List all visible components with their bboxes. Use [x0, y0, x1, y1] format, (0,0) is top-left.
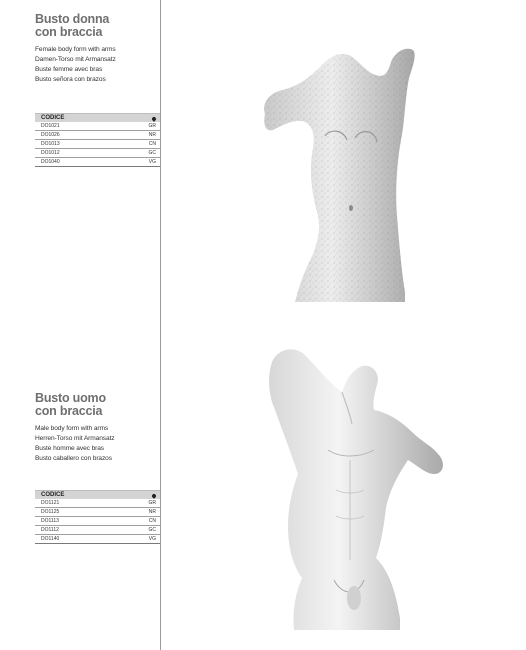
table-row: [35, 131, 160, 140]
table-row: [35, 140, 160, 149]
code-cell: DO1021: [41, 123, 60, 129]
color-cell: CN: [148, 518, 156, 524]
description-es: Busto caballero con brazos: [35, 455, 112, 462]
description-en: Male body form with arms: [35, 425, 109, 432]
table-row: [35, 535, 160, 544]
title-line: con braccia: [35, 25, 103, 39]
code-table-header: [35, 490, 160, 499]
color-cell: GR: [148, 500, 156, 506]
code-table-female: [35, 113, 160, 167]
table-row: [35, 158, 160, 167]
title-line: Busto donna: [35, 12, 110, 26]
product-descriptions: [35, 424, 160, 464]
code-table-male: [35, 490, 160, 544]
table-row: [35, 149, 160, 158]
color-cell: VG: [148, 159, 156, 165]
code-cell: DO1112: [41, 527, 59, 533]
title-line: Busto uomo: [35, 391, 106, 405]
title-line: con braccia: [35, 404, 103, 418]
code-table-header: [35, 113, 160, 122]
description-de: Herren-Torso mit Armansatz: [35, 435, 115, 442]
color-cell: GC: [148, 527, 156, 533]
table-row: [35, 508, 160, 517]
table-row: [35, 122, 160, 131]
table-row: [35, 526, 160, 535]
color-cell: VG: [148, 536, 156, 542]
color-cell: GR: [148, 123, 156, 129]
color-cell: NR: [148, 509, 156, 515]
code-cell: DO1013: [41, 141, 60, 147]
description-de: Damen-Torso mit Armansatz: [35, 56, 116, 63]
description-fr: Buste homme avec bras: [35, 445, 104, 452]
code-cell: DO1040: [41, 159, 60, 165]
color-cell: GC: [148, 150, 156, 156]
table-row: [35, 517, 160, 526]
description-en: Female body form with arms: [35, 46, 116, 53]
column-divider: [160, 0, 161, 650]
product-title: [35, 13, 160, 39]
product-descriptions: [35, 45, 160, 85]
code-header-label: CODICE: [41, 115, 65, 121]
female-torso-image: [255, 40, 425, 310]
female-torso-shape: [264, 49, 415, 302]
drop-icon: [152, 493, 156, 498]
male-torso-image: [250, 340, 455, 640]
code-cell: DO1121: [41, 500, 60, 506]
description-es: Busto señora con brazos: [35, 76, 106, 83]
product-male-info: [35, 392, 160, 464]
code-cell: DO1113: [41, 518, 59, 524]
color-cell: CN: [148, 141, 156, 147]
table-row: [35, 499, 160, 508]
drop-icon: [152, 116, 156, 121]
description-fr: Buste femme avec bras: [35, 66, 103, 73]
code-header-label: CODICE: [41, 492, 65, 498]
code-cell: DO1026: [41, 132, 60, 138]
color-cell: NR: [148, 132, 156, 138]
male-torso-shape: [269, 349, 443, 630]
product-title: [35, 392, 160, 418]
code-cell: DO1140: [41, 536, 60, 542]
code-cell: DO1012: [41, 150, 60, 156]
code-cell: DO1125: [41, 509, 60, 515]
product-female-info: [35, 13, 160, 85]
